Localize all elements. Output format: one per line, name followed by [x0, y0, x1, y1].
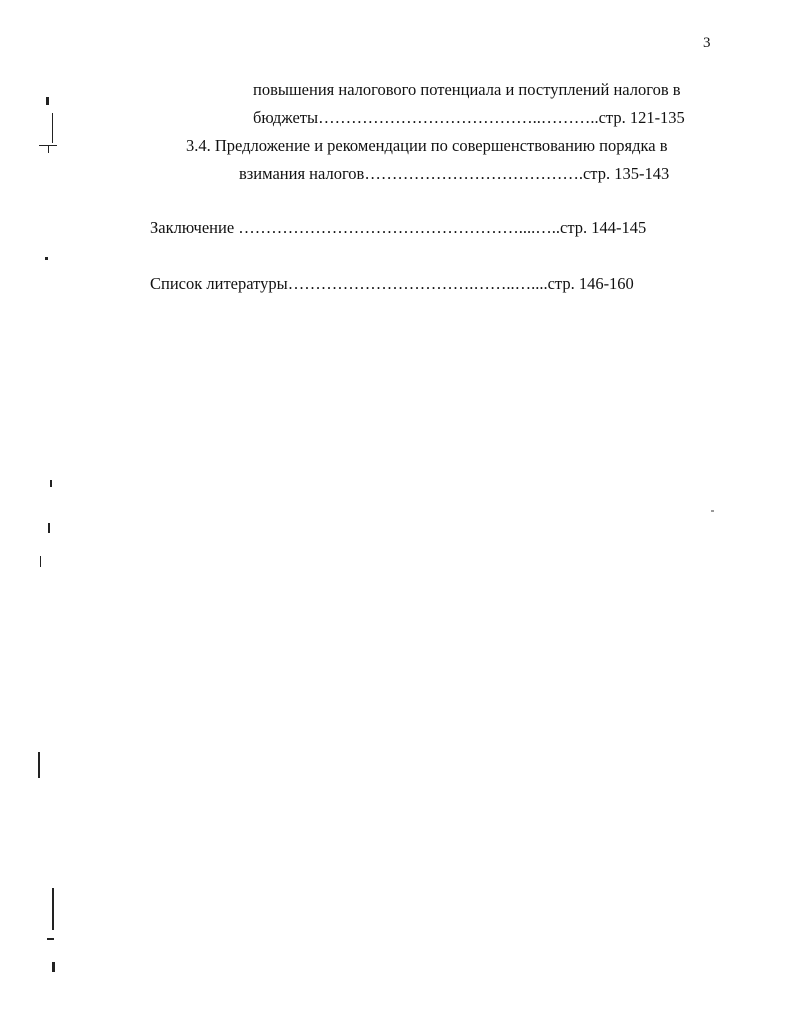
scan-artifact	[45, 257, 48, 260]
scan-artifact	[52, 962, 55, 972]
scan-artifact	[52, 113, 53, 143]
scan-artifact	[52, 888, 54, 930]
scan-artifact	[48, 145, 49, 153]
scan-artifact	[50, 480, 52, 487]
scan-artifact	[711, 510, 714, 512]
toc-entry-3-4-pages: взимания налогов………………………………….стр. 135-143	[239, 164, 670, 183]
toc-entry-conclusion: Заключение ……………………………………………....…..стр. 144-145	[150, 218, 647, 237]
scan-artifact	[48, 523, 50, 533]
toc-entry-3-4-title: 3.4. Предложение и рекомендации по совершенствованию порядка в	[186, 136, 668, 155]
scan-artifact	[38, 752, 40, 778]
scan-artifact	[47, 938, 54, 940]
toc-entry-3-3-continuation: повышения налогового потенциала и поступлений налогов в	[253, 80, 681, 99]
scan-artifact	[46, 97, 49, 105]
page-number: 3	[703, 35, 711, 51]
toc-entry-3-3-pages: бюджеты…………………………………..………..стр. 121-135	[253, 108, 685, 127]
scan-artifact	[40, 556, 41, 567]
toc-entry-bibliography: Список литературы…………………………….……..…....стр. 146-160	[150, 274, 634, 293]
